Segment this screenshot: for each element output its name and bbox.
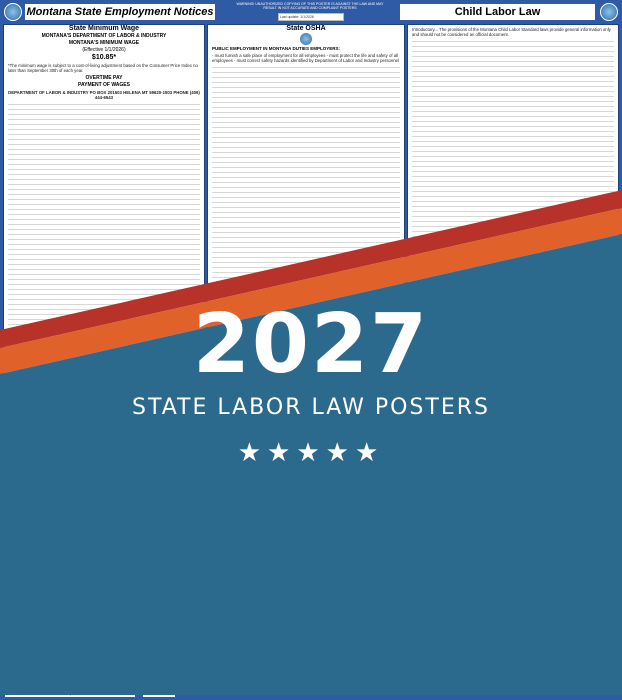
montana-seal-icon xyxy=(4,3,22,21)
overtime-heading: OVERTIME PAY xyxy=(85,75,123,81)
osha-subheading: PUBLIC EMPLOYMENT IN MONTANA DUTIES EMPLOYERS: xyxy=(212,46,341,51)
promo-banner xyxy=(0,190,622,695)
minimum-wage-rate: $10.85* xyxy=(91,54,117,61)
banner-subtitle: STATE LABOR LAW POSTERS xyxy=(132,395,490,420)
montana-seal-icon xyxy=(600,3,618,21)
minimum-wage-body: *The minimum wage is subject to a cost-of-living adjustment based on the Consumer Price Index no later than September 30th of each year. xyxy=(8,63,198,73)
poster-header xyxy=(0,0,622,22)
minimum-wage-subtitle: MONTANA'S MINIMUM WAGE xyxy=(68,40,140,46)
teal-band-lower xyxy=(0,495,622,695)
minimum-wage-effective: (Effective 1/1/2026) xyxy=(82,47,126,53)
minimum-wage-heading: State Minimum Wage xyxy=(68,25,140,32)
department-contact: DEPARTMENT OF LABOR & INDUSTRY PO BOX 201503 HELENA MT 59620-1503 PHONE (406) 444-6543 xyxy=(8,90,200,100)
payment-heading: PAYMENT OF WAGES xyxy=(78,82,130,88)
poster-title: Montana State Employment Notices xyxy=(26,6,214,18)
header-warning-note: WARNING! UNAUTHORIZED COPYING OF THIS POSTER IS AGAINST THE LAW AND MAY RESULT IN NOT ACCURATE AND COMPLIANT POSTERS xyxy=(236,2,384,10)
minimum-wage-agency: MONTANA'S DEPARTMENT OF LABOR & INDUSTRY xyxy=(41,33,167,39)
osha-heading: State OSHA xyxy=(286,25,326,32)
rating-stars: ★★★★★ xyxy=(237,437,385,467)
banner-year: 2027 xyxy=(192,297,430,392)
header-update-box: Last update: 1/1/2026 xyxy=(278,13,344,21)
osha-body: - must furnish a safe place of employment for all employees - must protect the life and safety of all employees - must correct safety hazards identified by Department of Labor and Industry personnel xyxy=(212,53,400,63)
child-labor-intro: Introductory... The provisions of the Montana Child Labor Standard laws provide general information only and should not be considered an official document. xyxy=(412,27,611,37)
child-labor-title: Child Labor Law xyxy=(400,4,595,20)
montana-seal-icon xyxy=(300,33,312,45)
